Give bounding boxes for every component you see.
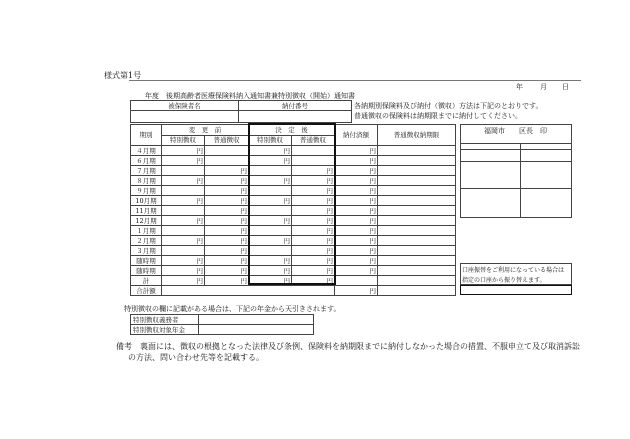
pension-row-value [199, 325, 314, 335]
amount-cell: 円 [205, 236, 249, 246]
amount-cell: 円 [249, 216, 292, 226]
due-date-cell [378, 216, 456, 226]
pension-note: 特別徴収の欄に記載がある場合は、下記の年金から天引きされます。 [124, 305, 341, 313]
amount-cell: 円 [162, 156, 205, 166]
amount-cell: 円 [292, 256, 335, 266]
amount-cell: 円 [335, 226, 378, 236]
amount-cell [162, 186, 205, 196]
period-label: 11月期 [131, 206, 162, 216]
bank-note-line-2: 指定の口座から振り替えます。 [462, 277, 546, 284]
period-label: １月期 [131, 226, 162, 236]
insured-name-value [131, 111, 239, 123]
amount-cell: 円 [335, 146, 378, 156]
after-ordinary-header: 普通徴収 [292, 135, 335, 146]
amount-cell: 円 [335, 196, 378, 206]
amount-cell: 円 [205, 266, 249, 276]
due-date-header: 普通徴収納期限 [378, 125, 456, 146]
amount-cell: 円 [335, 176, 378, 186]
amount-cell: 円 [162, 266, 205, 276]
grand-total-blank [162, 286, 335, 296]
due-date-cell [378, 206, 456, 216]
total-label: 計 [131, 276, 162, 286]
grand-total-cell [378, 286, 456, 296]
amount-cell: 円 [162, 216, 205, 226]
decided-header: 決 定 後 [249, 125, 335, 136]
amount-cell: 円 [249, 266, 292, 276]
amount-cell: 円 [292, 206, 335, 216]
payment-number-value [239, 111, 352, 123]
before-ordinary-header: 普通徴収 [205, 135, 249, 146]
grand-total-cell: 円 [335, 286, 378, 296]
due-date-cell [378, 266, 456, 276]
total-cell: 円 [292, 276, 335, 286]
amount-cell [162, 206, 205, 216]
amount-cell: 円 [162, 146, 205, 156]
amount-cell: 円 [205, 246, 249, 256]
due-date-cell [378, 156, 456, 166]
amount-cell: 円 [205, 176, 249, 186]
amount-cell: 円 [292, 236, 335, 246]
amount-cell: 円 [249, 156, 292, 166]
amount-cell: 円 [249, 196, 292, 206]
period-label: ３月期 [131, 246, 162, 256]
pension-row-label: 特別徴収対象年金 [131, 325, 199, 335]
amount-cell: 円 [292, 266, 335, 276]
bank-account-box [460, 285, 572, 295]
due-date-cell [378, 146, 456, 156]
remarks-line-1: 備考 裏面には、徴収の根拠となった法律及び条例、保険料を納期限までに納付しなかった場合の措置、不服申立て及び取消訴訟 [116, 342, 580, 351]
amount-cell: 円 [205, 226, 249, 236]
notice-line-1: 各納期別保険料及び納付（徴収）方法は下記のとおりです。 [354, 102, 543, 110]
amount-cell: 円 [292, 176, 335, 186]
amount-cell: 円 [335, 186, 378, 196]
amount-cell: 円 [205, 206, 249, 216]
after-special-header: 特別徴収 [249, 135, 292, 146]
total-cell [335, 276, 378, 286]
insured-name-label: 被保険者名 [131, 101, 239, 111]
amount-cell [162, 166, 205, 176]
notice-line-2: 普通徴収の保険料は納期限までに納付してください。 [354, 112, 522, 120]
period-label: 12月期 [131, 216, 162, 226]
due-date-cell [378, 246, 456, 256]
amount-cell: 円 [292, 196, 335, 206]
date-month-label: 月 [540, 83, 547, 91]
grand-total-label: 合計額 [131, 286, 162, 296]
amount-cell: 円 [292, 226, 335, 236]
amount-cell: 円 [249, 176, 292, 186]
top-rule [129, 80, 581, 81]
amount-cell: 円 [249, 236, 292, 246]
period-label: 10月期 [131, 196, 162, 206]
before-special-header: 特別徴収 [162, 135, 205, 146]
issuer-label: 福岡市 区長 印 [484, 127, 547, 135]
amount-cell: 円 [292, 186, 335, 196]
amount-cell: 円 [335, 236, 378, 246]
amount-cell: 円 [335, 166, 378, 176]
page-title: 年度 後期高齢者医療保険料納入通知書兼特別徴収（開始）通知書 [145, 92, 355, 100]
period-label: ２月期 [131, 236, 162, 246]
amount-cell [205, 146, 249, 156]
stamp-grid-divider [520, 143, 521, 218]
amount-cell: 円 [205, 186, 249, 196]
amount-cell: 円 [335, 216, 378, 226]
amount-cell: 円 [205, 216, 249, 226]
amount-cell: 円 [162, 236, 205, 246]
amount-cell: 円 [335, 246, 378, 256]
due-date-cell [378, 256, 456, 266]
amount-cell: 円 [249, 256, 292, 266]
amount-cell: 円 [162, 176, 205, 186]
pension-row-value [199, 315, 314, 325]
amount-cell: 円 [335, 156, 378, 166]
amount-cell [162, 226, 205, 236]
period-label: 随時期 [131, 256, 162, 266]
amount-cell: 円 [292, 166, 335, 176]
pension-row-label: 特別徴収義務者 [131, 315, 199, 325]
amount-cell [205, 156, 249, 166]
amount-cell: 円 [335, 266, 378, 276]
total-cell: 円 [205, 276, 249, 286]
stamp-grid-line [460, 188, 572, 189]
period-label: 随時期 [131, 266, 162, 276]
stamp-grid-line [460, 161, 572, 162]
amount-cell: 円 [162, 196, 205, 206]
date-year-label: 年 [516, 83, 523, 91]
period-label: ４月期 [131, 146, 162, 156]
decided-column-outline [248, 123, 336, 285]
pension-table [130, 314, 314, 335]
amount-cell: 円 [335, 206, 378, 216]
payment-number-label: 納付番号 [239, 101, 352, 111]
paid-amount-header: 納付済額 [335, 125, 378, 146]
header-table [130, 100, 352, 123]
stamp-grid [460, 143, 572, 218]
amount-cell: 円 [205, 166, 249, 176]
bank-note-line-1: 口座振替をご利用になっている場合は [462, 267, 565, 274]
due-date-cell [378, 176, 456, 186]
period-label: ８月期 [131, 176, 162, 186]
due-date-cell [378, 186, 456, 196]
due-date-cell [378, 236, 456, 246]
period-label: ９月期 [131, 186, 162, 196]
due-date-cell [378, 226, 456, 236]
remarks-line-2: の方法、問い合わせ先等を記載する。 [128, 353, 264, 362]
due-date-cell [378, 196, 456, 206]
amount-cell: 円 [335, 256, 378, 266]
amount-cell: 円 [292, 246, 335, 256]
total-cell: 円 [249, 276, 292, 286]
form-number: 様式第1号 [104, 71, 142, 80]
amount-cell: 円 [205, 256, 249, 266]
date-day-label: 日 [562, 83, 569, 91]
period-header: 期別 [131, 125, 162, 146]
period-label: ７月期 [131, 166, 162, 176]
amount-cell [162, 246, 205, 256]
amount-cell: 円 [292, 216, 335, 226]
total-cell: 円 [162, 276, 205, 286]
amount-cell: 円 [249, 146, 292, 156]
period-label: ６月期 [131, 156, 162, 166]
due-date-cell [378, 166, 456, 176]
amount-cell: 円 [205, 196, 249, 206]
amount-cell: 円 [162, 256, 205, 266]
total-cell [378, 276, 456, 286]
before-change-header: 変 更 前 [162, 125, 249, 136]
